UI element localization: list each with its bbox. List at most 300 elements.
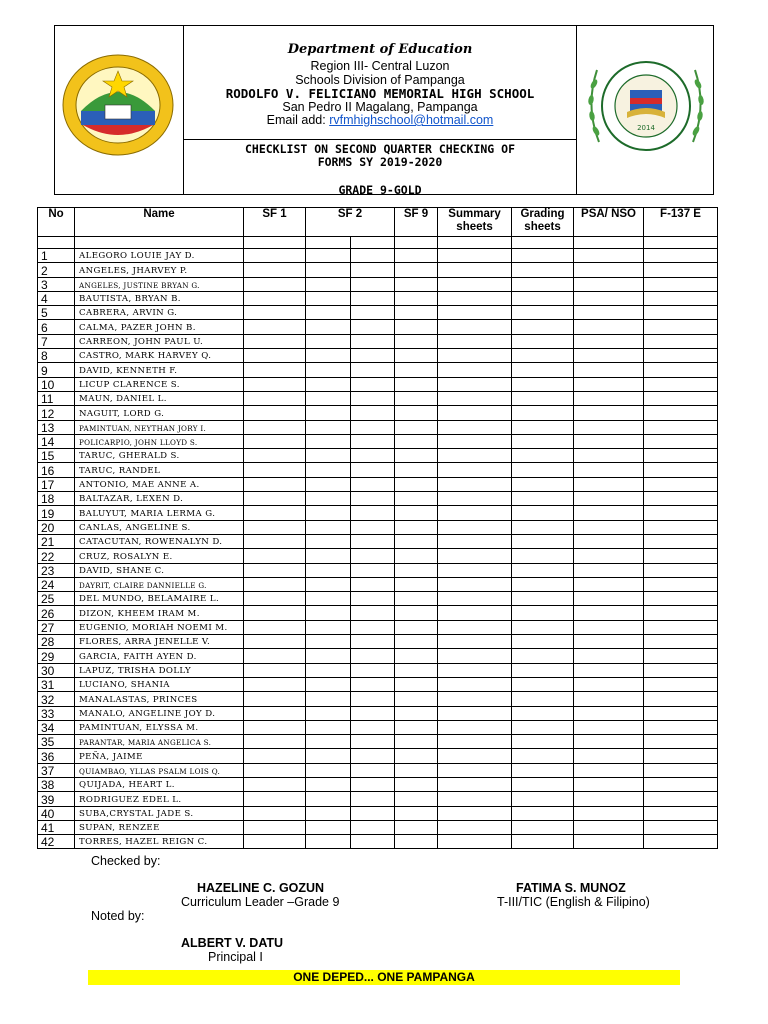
check-cell[interactable] <box>574 649 644 663</box>
check-cell[interactable] <box>574 349 644 363</box>
check-cell[interactable] <box>644 820 718 834</box>
check-cell[interactable] <box>512 777 574 791</box>
check-cell[interactable] <box>574 835 644 849</box>
check-cell[interactable] <box>644 334 718 348</box>
check-cell[interactable] <box>574 549 644 563</box>
check-cell[interactable] <box>351 463 395 477</box>
check-cell[interactable] <box>395 592 438 606</box>
check-cell[interactable] <box>395 692 438 706</box>
check-cell[interactable] <box>644 735 718 749</box>
check-cell[interactable] <box>244 577 306 591</box>
check-cell[interactable] <box>644 606 718 620</box>
check-cell[interactable] <box>644 806 718 820</box>
check-cell[interactable] <box>574 706 644 720</box>
check-cell[interactable] <box>395 420 438 434</box>
check-cell[interactable] <box>644 706 718 720</box>
check-cell[interactable] <box>574 592 644 606</box>
check-cell[interactable] <box>244 692 306 706</box>
check-cell[interactable] <box>574 434 644 448</box>
check-cell[interactable] <box>438 263 512 277</box>
check-cell[interactable] <box>644 377 718 391</box>
check-cell[interactable] <box>244 777 306 791</box>
check-cell[interactable] <box>512 663 574 677</box>
check-cell[interactable] <box>306 549 351 563</box>
check-cell[interactable] <box>306 477 351 491</box>
check-cell[interactable] <box>306 492 351 506</box>
check-cell[interactable] <box>644 291 718 305</box>
check-cell[interactable] <box>574 606 644 620</box>
check-cell[interactable] <box>512 406 574 420</box>
check-cell[interactable] <box>438 534 512 548</box>
check-cell[interactable] <box>244 749 306 763</box>
check-cell[interactable] <box>512 334 574 348</box>
check-cell[interactable] <box>351 363 395 377</box>
check-cell[interactable] <box>351 563 395 577</box>
check-cell[interactable] <box>512 363 574 377</box>
check-cell[interactable] <box>395 563 438 577</box>
check-cell[interactable] <box>306 249 351 263</box>
check-cell[interactable] <box>244 406 306 420</box>
check-cell[interactable] <box>306 506 351 520</box>
check-cell[interactable] <box>306 406 351 420</box>
check-cell[interactable] <box>574 291 644 305</box>
check-cell[interactable] <box>644 506 718 520</box>
check-cell[interactable] <box>644 720 718 734</box>
check-cell[interactable] <box>351 706 395 720</box>
check-cell[interactable] <box>351 820 395 834</box>
check-cell[interactable] <box>306 434 351 448</box>
check-cell[interactable] <box>574 506 644 520</box>
check-cell[interactable] <box>512 592 574 606</box>
check-cell[interactable] <box>395 449 438 463</box>
check-cell[interactable] <box>644 792 718 806</box>
check-cell[interactable] <box>512 677 574 691</box>
check-cell[interactable] <box>395 320 438 334</box>
check-cell[interactable] <box>244 492 306 506</box>
check-cell[interactable] <box>438 720 512 734</box>
check-cell[interactable] <box>244 620 306 634</box>
check-cell[interactable] <box>395 749 438 763</box>
check-cell[interactable] <box>512 463 574 477</box>
check-cell[interactable] <box>351 334 395 348</box>
check-cell[interactable] <box>438 363 512 377</box>
check-cell[interactable] <box>574 692 644 706</box>
check-cell[interactable] <box>438 520 512 534</box>
check-cell[interactable] <box>306 692 351 706</box>
check-cell[interactable] <box>438 506 512 520</box>
check-cell[interactable] <box>438 763 512 777</box>
check-cell[interactable] <box>438 492 512 506</box>
check-cell[interactable] <box>574 391 644 405</box>
check-cell[interactable] <box>438 663 512 677</box>
check-cell[interactable] <box>438 420 512 434</box>
check-cell[interactable] <box>574 334 644 348</box>
check-cell[interactable] <box>244 592 306 606</box>
check-cell[interactable] <box>351 249 395 263</box>
check-cell[interactable] <box>351 606 395 620</box>
check-cell[interactable] <box>438 463 512 477</box>
check-cell[interactable] <box>574 534 644 548</box>
check-cell[interactable] <box>574 249 644 263</box>
check-cell[interactable] <box>306 720 351 734</box>
check-cell[interactable] <box>244 449 306 463</box>
check-cell[interactable] <box>574 763 644 777</box>
check-cell[interactable] <box>512 792 574 806</box>
check-cell[interactable] <box>644 692 718 706</box>
check-cell[interactable] <box>395 334 438 348</box>
check-cell[interactable] <box>395 506 438 520</box>
check-cell[interactable] <box>574 263 644 277</box>
check-cell[interactable] <box>395 520 438 534</box>
check-cell[interactable] <box>351 677 395 691</box>
check-cell[interactable] <box>574 520 644 534</box>
check-cell[interactable] <box>438 277 512 291</box>
check-cell[interactable] <box>395 463 438 477</box>
check-cell[interactable] <box>438 706 512 720</box>
check-cell[interactable] <box>512 606 574 620</box>
check-cell[interactable] <box>512 492 574 506</box>
check-cell[interactable] <box>244 277 306 291</box>
check-cell[interactable] <box>574 377 644 391</box>
check-cell[interactable] <box>351 777 395 791</box>
check-cell[interactable] <box>644 477 718 491</box>
check-cell[interactable] <box>306 706 351 720</box>
check-cell[interactable] <box>574 806 644 820</box>
check-cell[interactable] <box>306 677 351 691</box>
check-cell[interactable] <box>438 406 512 420</box>
check-cell[interactable] <box>306 520 351 534</box>
check-cell[interactable] <box>351 492 395 506</box>
check-cell[interactable] <box>512 306 574 320</box>
check-cell[interactable] <box>244 649 306 663</box>
check-cell[interactable] <box>512 249 574 263</box>
check-cell[interactable] <box>306 735 351 749</box>
check-cell[interactable] <box>574 449 644 463</box>
check-cell[interactable] <box>351 320 395 334</box>
check-cell[interactable] <box>351 806 395 820</box>
check-cell[interactable] <box>395 492 438 506</box>
check-cell[interactable] <box>644 663 718 677</box>
check-cell[interactable] <box>244 420 306 434</box>
check-cell[interactable] <box>644 649 718 663</box>
check-cell[interactable] <box>644 349 718 363</box>
check-cell[interactable] <box>395 349 438 363</box>
check-cell[interactable] <box>644 249 718 263</box>
check-cell[interactable] <box>351 620 395 634</box>
check-cell[interactable] <box>244 520 306 534</box>
check-cell[interactable] <box>306 463 351 477</box>
check-cell[interactable] <box>395 363 438 377</box>
check-cell[interactable] <box>351 635 395 649</box>
check-cell[interactable] <box>438 391 512 405</box>
check-cell[interactable] <box>395 277 438 291</box>
check-cell[interactable] <box>244 606 306 620</box>
check-cell[interactable] <box>438 606 512 620</box>
check-cell[interactable] <box>244 735 306 749</box>
check-cell[interactable] <box>574 677 644 691</box>
check-cell[interactable] <box>306 291 351 305</box>
check-cell[interactable] <box>395 549 438 563</box>
check-cell[interactable] <box>644 406 718 420</box>
check-cell[interactable] <box>438 635 512 649</box>
check-cell[interactable] <box>438 792 512 806</box>
check-cell[interactable] <box>574 492 644 506</box>
check-cell[interactable] <box>395 534 438 548</box>
check-cell[interactable] <box>438 434 512 448</box>
check-cell[interactable] <box>644 391 718 405</box>
check-cell[interactable] <box>244 563 306 577</box>
check-cell[interactable] <box>644 577 718 591</box>
check-cell[interactable] <box>512 506 574 520</box>
check-cell[interactable] <box>395 677 438 691</box>
check-cell[interactable] <box>244 792 306 806</box>
check-cell[interactable] <box>395 391 438 405</box>
check-cell[interactable] <box>244 377 306 391</box>
check-cell[interactable] <box>306 263 351 277</box>
check-cell[interactable] <box>395 763 438 777</box>
check-cell[interactable] <box>512 534 574 548</box>
check-cell[interactable] <box>351 534 395 548</box>
check-cell[interactable] <box>306 749 351 763</box>
check-cell[interactable] <box>395 291 438 305</box>
check-cell[interactable] <box>351 391 395 405</box>
check-cell[interactable] <box>644 320 718 334</box>
check-cell[interactable] <box>244 291 306 305</box>
check-cell[interactable] <box>306 534 351 548</box>
check-cell[interactable] <box>512 735 574 749</box>
check-cell[interactable] <box>512 434 574 448</box>
check-cell[interactable] <box>512 549 574 563</box>
check-cell[interactable] <box>244 263 306 277</box>
check-cell[interactable] <box>574 320 644 334</box>
check-cell[interactable] <box>306 620 351 634</box>
check-cell[interactable] <box>644 449 718 463</box>
check-cell[interactable] <box>438 806 512 820</box>
check-cell[interactable] <box>244 663 306 677</box>
check-cell[interactable] <box>306 663 351 677</box>
check-cell[interactable] <box>395 434 438 448</box>
check-cell[interactable] <box>351 592 395 606</box>
check-cell[interactable] <box>306 577 351 591</box>
check-cell[interactable] <box>644 463 718 477</box>
check-cell[interactable] <box>306 391 351 405</box>
check-cell[interactable] <box>244 434 306 448</box>
check-cell[interactable] <box>574 620 644 634</box>
check-cell[interactable] <box>351 577 395 591</box>
check-cell[interactable] <box>644 835 718 849</box>
check-cell[interactable] <box>512 291 574 305</box>
check-cell[interactable] <box>438 749 512 763</box>
check-cell[interactable] <box>395 792 438 806</box>
check-cell[interactable] <box>395 377 438 391</box>
check-cell[interactable] <box>351 434 395 448</box>
check-cell[interactable] <box>244 363 306 377</box>
email-link[interactable]: rvfmhighschool@hotmail.com <box>329 113 494 127</box>
check-cell[interactable] <box>512 806 574 820</box>
check-cell[interactable] <box>306 649 351 663</box>
check-cell[interactable] <box>438 477 512 491</box>
check-cell[interactable] <box>574 577 644 591</box>
check-cell[interactable] <box>512 577 574 591</box>
check-cell[interactable] <box>395 406 438 420</box>
check-cell[interactable] <box>244 349 306 363</box>
check-cell[interactable] <box>306 606 351 620</box>
check-cell[interactable] <box>351 549 395 563</box>
check-cell[interactable] <box>644 749 718 763</box>
check-cell[interactable] <box>438 777 512 791</box>
check-cell[interactable] <box>512 477 574 491</box>
check-cell[interactable] <box>306 763 351 777</box>
check-cell[interactable] <box>644 534 718 548</box>
check-cell[interactable] <box>438 306 512 320</box>
check-cell[interactable] <box>512 692 574 706</box>
check-cell[interactable] <box>438 577 512 591</box>
check-cell[interactable] <box>351 377 395 391</box>
check-cell[interactable] <box>244 506 306 520</box>
check-cell[interactable] <box>512 835 574 849</box>
check-cell[interactable] <box>644 620 718 634</box>
check-cell[interactable] <box>574 792 644 806</box>
check-cell[interactable] <box>438 692 512 706</box>
check-cell[interactable] <box>574 277 644 291</box>
check-cell[interactable] <box>574 406 644 420</box>
check-cell[interactable] <box>512 763 574 777</box>
check-cell[interactable] <box>395 835 438 849</box>
check-cell[interactable] <box>306 320 351 334</box>
check-cell[interactable] <box>395 706 438 720</box>
check-cell[interactable] <box>512 563 574 577</box>
check-cell[interactable] <box>512 263 574 277</box>
check-cell[interactable] <box>351 406 395 420</box>
check-cell[interactable] <box>306 306 351 320</box>
check-cell[interactable] <box>438 677 512 691</box>
check-cell[interactable] <box>644 492 718 506</box>
check-cell[interactable] <box>351 649 395 663</box>
check-cell[interactable] <box>244 306 306 320</box>
check-cell[interactable] <box>395 649 438 663</box>
check-cell[interactable] <box>644 306 718 320</box>
check-cell[interactable] <box>512 720 574 734</box>
check-cell[interactable] <box>574 477 644 491</box>
check-cell[interactable] <box>438 377 512 391</box>
check-cell[interactable] <box>351 792 395 806</box>
check-cell[interactable] <box>306 563 351 577</box>
check-cell[interactable] <box>244 835 306 849</box>
check-cell[interactable] <box>438 620 512 634</box>
check-cell[interactable] <box>244 334 306 348</box>
check-cell[interactable] <box>438 735 512 749</box>
check-cell[interactable] <box>395 577 438 591</box>
check-cell[interactable] <box>438 349 512 363</box>
check-cell[interactable] <box>395 806 438 820</box>
check-cell[interactable] <box>644 549 718 563</box>
check-cell[interactable] <box>395 263 438 277</box>
check-cell[interactable] <box>512 520 574 534</box>
check-cell[interactable] <box>244 677 306 691</box>
check-cell[interactable] <box>574 363 644 377</box>
check-cell[interactable] <box>351 306 395 320</box>
check-cell[interactable] <box>644 277 718 291</box>
check-cell[interactable] <box>351 420 395 434</box>
check-cell[interactable] <box>351 520 395 534</box>
check-cell[interactable] <box>644 635 718 649</box>
check-cell[interactable] <box>351 477 395 491</box>
check-cell[interactable] <box>306 806 351 820</box>
check-cell[interactable] <box>395 777 438 791</box>
check-cell[interactable] <box>574 820 644 834</box>
check-cell[interactable] <box>306 277 351 291</box>
check-cell[interactable] <box>244 534 306 548</box>
check-cell[interactable] <box>512 749 574 763</box>
check-cell[interactable] <box>512 649 574 663</box>
check-cell[interactable] <box>574 663 644 677</box>
check-cell[interactable] <box>512 420 574 434</box>
check-cell[interactable] <box>512 320 574 334</box>
check-cell[interactable] <box>512 635 574 649</box>
check-cell[interactable] <box>438 820 512 834</box>
check-cell[interactable] <box>395 477 438 491</box>
check-cell[interactable] <box>512 349 574 363</box>
check-cell[interactable] <box>244 706 306 720</box>
check-cell[interactable] <box>351 506 395 520</box>
check-cell[interactable] <box>438 249 512 263</box>
check-cell[interactable] <box>306 635 351 649</box>
check-cell[interactable] <box>512 277 574 291</box>
check-cell[interactable] <box>306 420 351 434</box>
check-cell[interactable] <box>351 749 395 763</box>
check-cell[interactable] <box>244 720 306 734</box>
check-cell[interactable] <box>244 391 306 405</box>
check-cell[interactable] <box>574 735 644 749</box>
check-cell[interactable] <box>512 449 574 463</box>
check-cell[interactable] <box>574 463 644 477</box>
check-cell[interactable] <box>438 549 512 563</box>
check-cell[interactable] <box>395 306 438 320</box>
check-cell[interactable] <box>306 377 351 391</box>
check-cell[interactable] <box>244 763 306 777</box>
check-cell[interactable] <box>438 592 512 606</box>
check-cell[interactable] <box>244 806 306 820</box>
check-cell[interactable] <box>395 249 438 263</box>
check-cell[interactable] <box>438 449 512 463</box>
check-cell[interactable] <box>574 749 644 763</box>
check-cell[interactable] <box>306 349 351 363</box>
check-cell[interactable] <box>395 663 438 677</box>
check-cell[interactable] <box>512 377 574 391</box>
check-cell[interactable] <box>244 249 306 263</box>
check-cell[interactable] <box>512 391 574 405</box>
check-cell[interactable] <box>351 449 395 463</box>
check-cell[interactable] <box>306 835 351 849</box>
check-cell[interactable] <box>351 763 395 777</box>
check-cell[interactable] <box>244 463 306 477</box>
check-cell[interactable] <box>306 777 351 791</box>
check-cell[interactable] <box>351 277 395 291</box>
check-cell[interactable] <box>351 692 395 706</box>
check-cell[interactable] <box>351 720 395 734</box>
check-cell[interactable] <box>644 563 718 577</box>
check-cell[interactable] <box>438 835 512 849</box>
check-cell[interactable] <box>306 792 351 806</box>
check-cell[interactable] <box>306 820 351 834</box>
check-cell[interactable] <box>644 434 718 448</box>
check-cell[interactable] <box>438 320 512 334</box>
check-cell[interactable] <box>351 291 395 305</box>
check-cell[interactable] <box>351 349 395 363</box>
check-cell[interactable] <box>574 720 644 734</box>
check-cell[interactable] <box>438 291 512 305</box>
check-cell[interactable] <box>244 820 306 834</box>
